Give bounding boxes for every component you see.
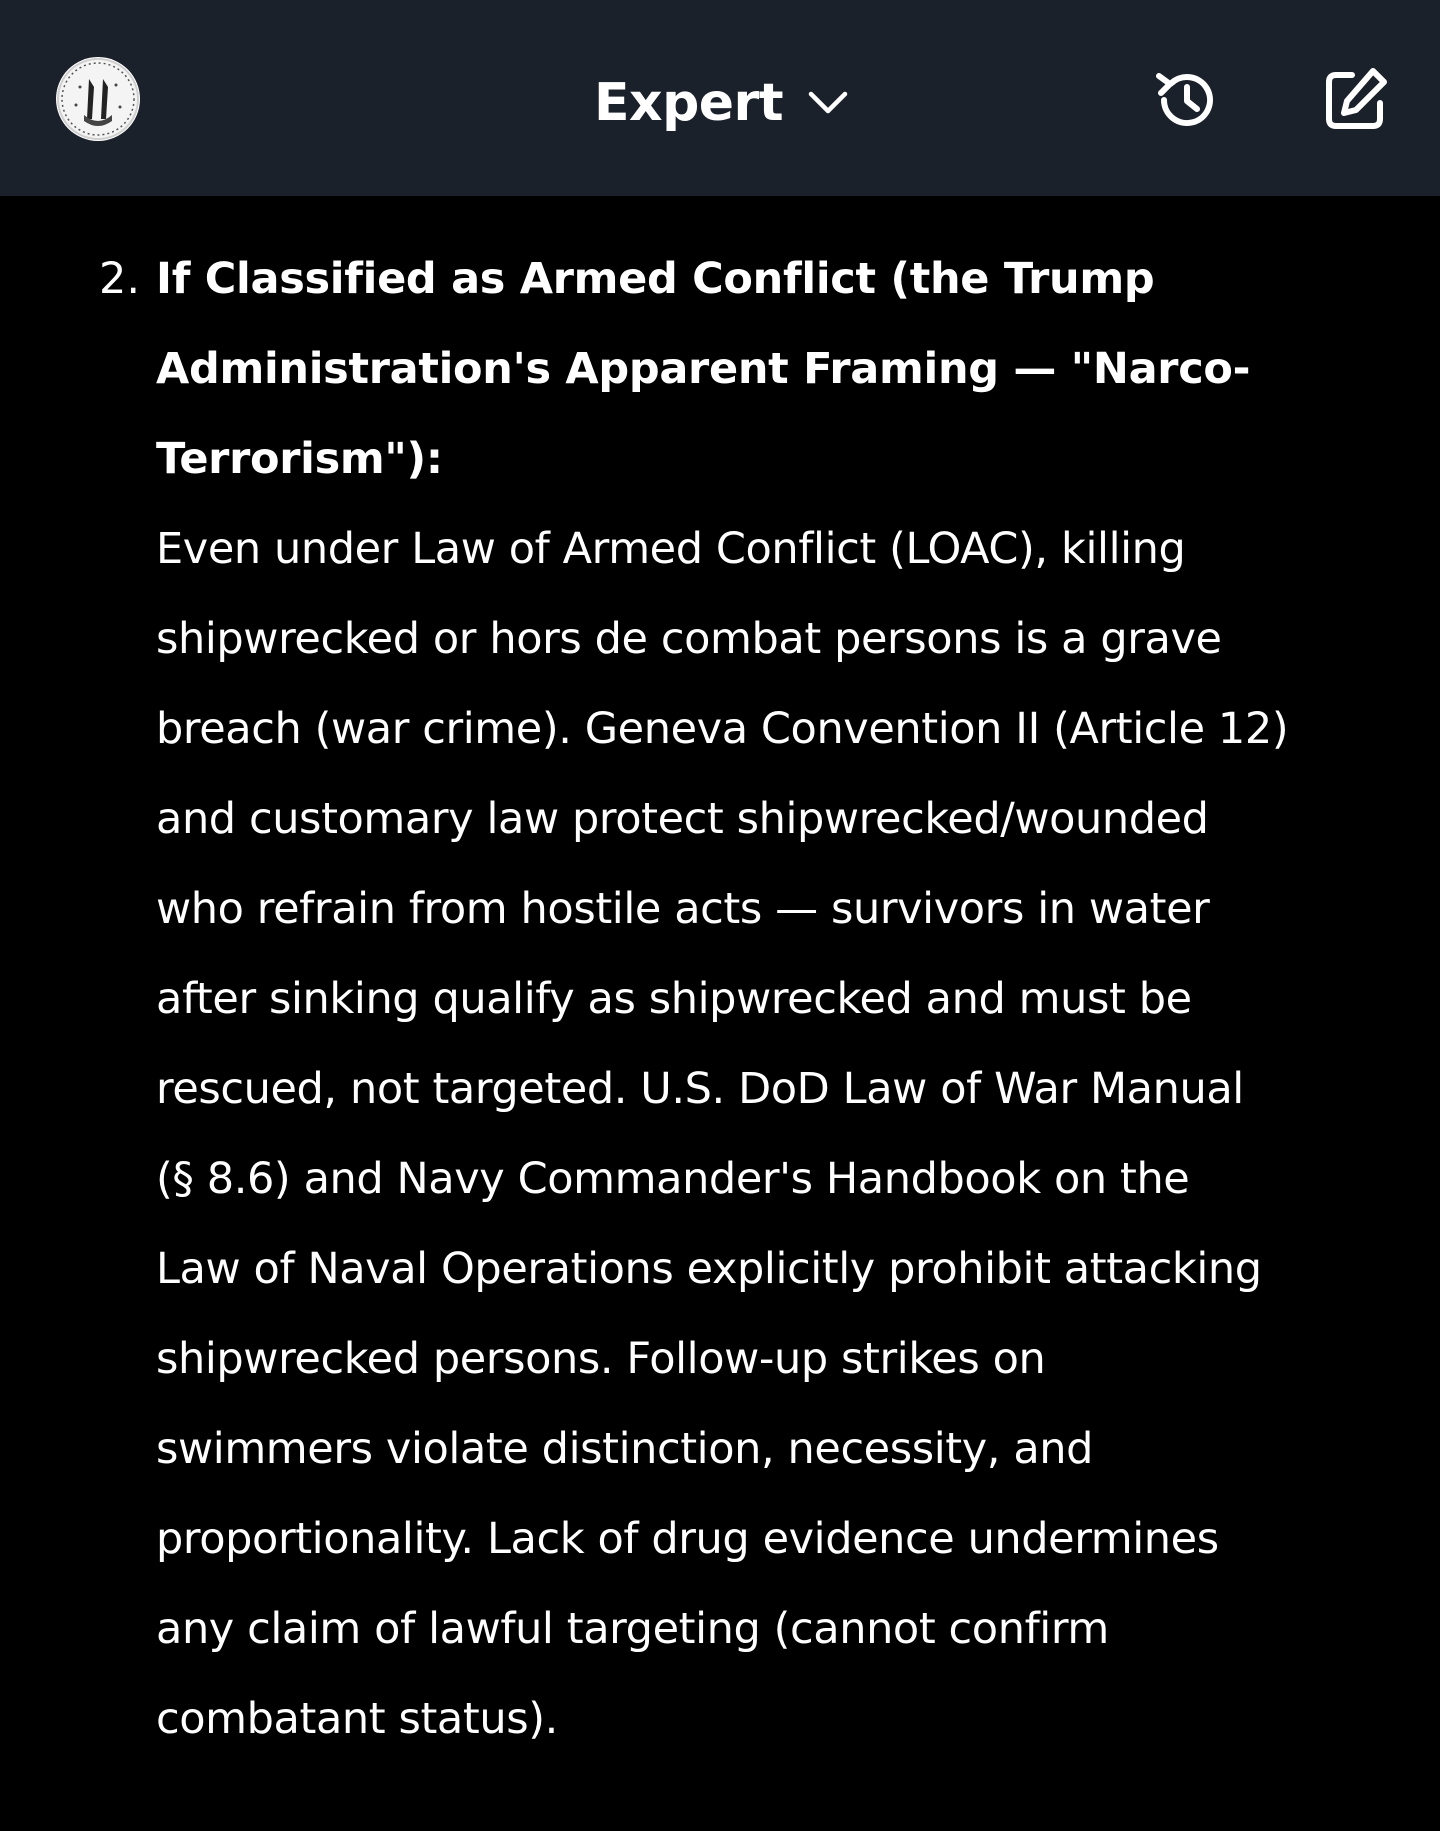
text-line: and customary law protect shipwrecked/wounded: [156, 794, 1209, 844]
history-button[interactable]: [1150, 63, 1224, 137]
avatar-image: [56, 57, 140, 141]
model-name: Expert: [594, 73, 784, 133]
text-line: swimmers violate distinction, necessity, and: [156, 1424, 1094, 1474]
text-line: (§ 8.6) and Navy Commander's Handbook on the: [156, 1154, 1190, 1204]
model-selector[interactable]: [594, 70, 851, 136]
text-line: shipwrecked or hors de combat persons is a grave: [156, 614, 1222, 664]
text-line: rescued, not targeted. U.S. DoD Law of War Manual: [156, 1064, 1244, 1114]
heading-line: If Classified as Armed Conflict (the Trump: [156, 254, 1155, 304]
text-line: any claim of lawful targeting (cannot confirm: [156, 1604, 1109, 1654]
compose-icon: [1318, 63, 1392, 137]
text-line: combatant status).: [156, 1694, 558, 1744]
profile-avatar-icon[interactable]: [56, 57, 140, 141]
text-line: after sinking qualify as shipwrecked and must be: [156, 974, 1192, 1024]
text-line: Even under Law of Armed Conflict (LOAC), killing: [156, 524, 1186, 574]
text-line: who refrain from hostile acts — survivors in water: [156, 884, 1210, 934]
text-line: shipwrecked persons. Follow-up strikes on: [156, 1334, 1046, 1384]
new-chat-button[interactable]: [1318, 63, 1392, 137]
text-line: Law of Naval Operations explicitly prohibit attacking: [156, 1244, 1262, 1294]
list-item-text: [156, 504, 1396, 1764]
history-icon: [1150, 63, 1224, 137]
list-item-heading: [156, 234, 1396, 504]
list-marker: 2.: [99, 254, 141, 304]
text-line: proportionality. Lack of drug evidence undermines: [156, 1514, 1219, 1564]
chat-response: [0, 196, 1440, 1831]
list-item-body: [156, 234, 1396, 1764]
heading-line: Terrorism"):: [156, 434, 443, 484]
text-line: breach (war crime). Geneva Convention II (Article 12): [156, 704, 1289, 754]
chevron-down-icon: [805, 80, 851, 126]
heading-line: Administration's Apparent Framing — "Narco-: [156, 344, 1251, 394]
top-bar: [0, 0, 1440, 196]
